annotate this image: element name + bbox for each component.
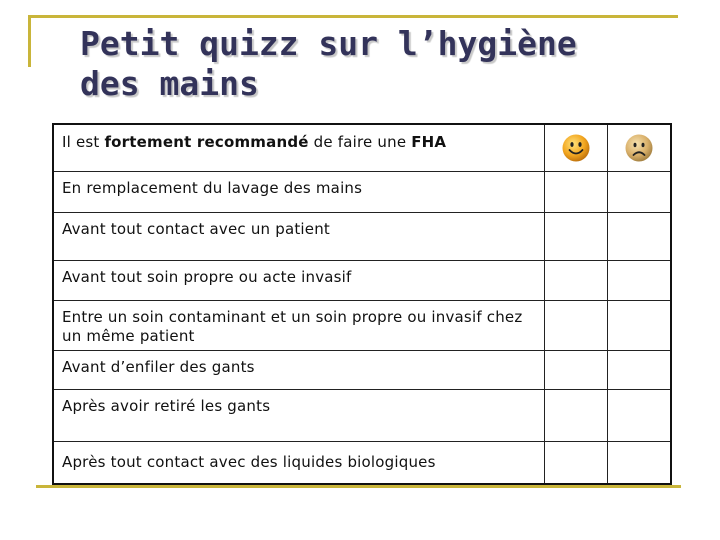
- answer-agree-cell[interactable]: [545, 261, 608, 301]
- header-acronym: FHA: [411, 133, 447, 151]
- question-cell: [54, 390, 545, 442]
- question-label: Après avoir retiré les gants: [62, 397, 271, 415]
- question-cell: [54, 213, 545, 261]
- answer-disagree-cell[interactable]: [608, 390, 670, 442]
- answer-agree-cell[interactable]: [545, 351, 608, 390]
- header-middle: de faire une: [308, 133, 412, 151]
- answer-disagree-cell[interactable]: [608, 351, 670, 390]
- question-cell: [54, 172, 545, 213]
- question-label: En remplacement du lavage des mains: [62, 179, 363, 197]
- header-question: [54, 125, 544, 152]
- answer-disagree-cell[interactable]: [608, 301, 670, 351]
- answer-disagree-cell[interactable]: [608, 213, 670, 261]
- answer-agree-cell[interactable]: [545, 301, 608, 351]
- question-label: Avant d’enfiler des gants: [62, 358, 255, 376]
- decorative-bottom-line: [36, 485, 681, 488]
- answer-disagree-cell[interactable]: [608, 442, 670, 483]
- smiley-sad-icon: [624, 133, 654, 163]
- decorative-top-line: [28, 15, 678, 18]
- answer-agree-cell[interactable]: [545, 213, 608, 261]
- question-cell: [54, 261, 545, 301]
- header-emphasis: fortement recommandé: [104, 133, 309, 151]
- answer-agree-cell[interactable]: [545, 442, 608, 483]
- decorative-left-line: [28, 15, 31, 67]
- question-label: Entre un soin contaminant et un soin propre ou invasif chez un même patient: [62, 308, 523, 345]
- quiz-table: [52, 123, 672, 485]
- question-cell: [54, 351, 545, 390]
- question-cell: [54, 301, 545, 351]
- answer-agree-cell[interactable]: [545, 172, 608, 213]
- smiley-happy-icon: [561, 133, 591, 163]
- header-prefix: Il est: [62, 133, 105, 151]
- answer-disagree-cell[interactable]: [608, 261, 670, 301]
- header-question-cell: [54, 125, 545, 172]
- header-disagree-cell: [608, 125, 670, 172]
- answer-disagree-cell[interactable]: [608, 172, 670, 213]
- question-label: Avant tout soin propre ou acte invasif: [62, 268, 352, 286]
- header-agree-cell: [545, 125, 608, 172]
- question-cell: [54, 442, 545, 483]
- answer-agree-cell[interactable]: [545, 390, 608, 442]
- question-label: Avant tout contact avec un patient: [62, 220, 330, 238]
- question-label: Après tout contact avec des liquides biologiques: [62, 453, 436, 471]
- page-title: Petit quizz sur l’hygiène des mains: [80, 24, 577, 103]
